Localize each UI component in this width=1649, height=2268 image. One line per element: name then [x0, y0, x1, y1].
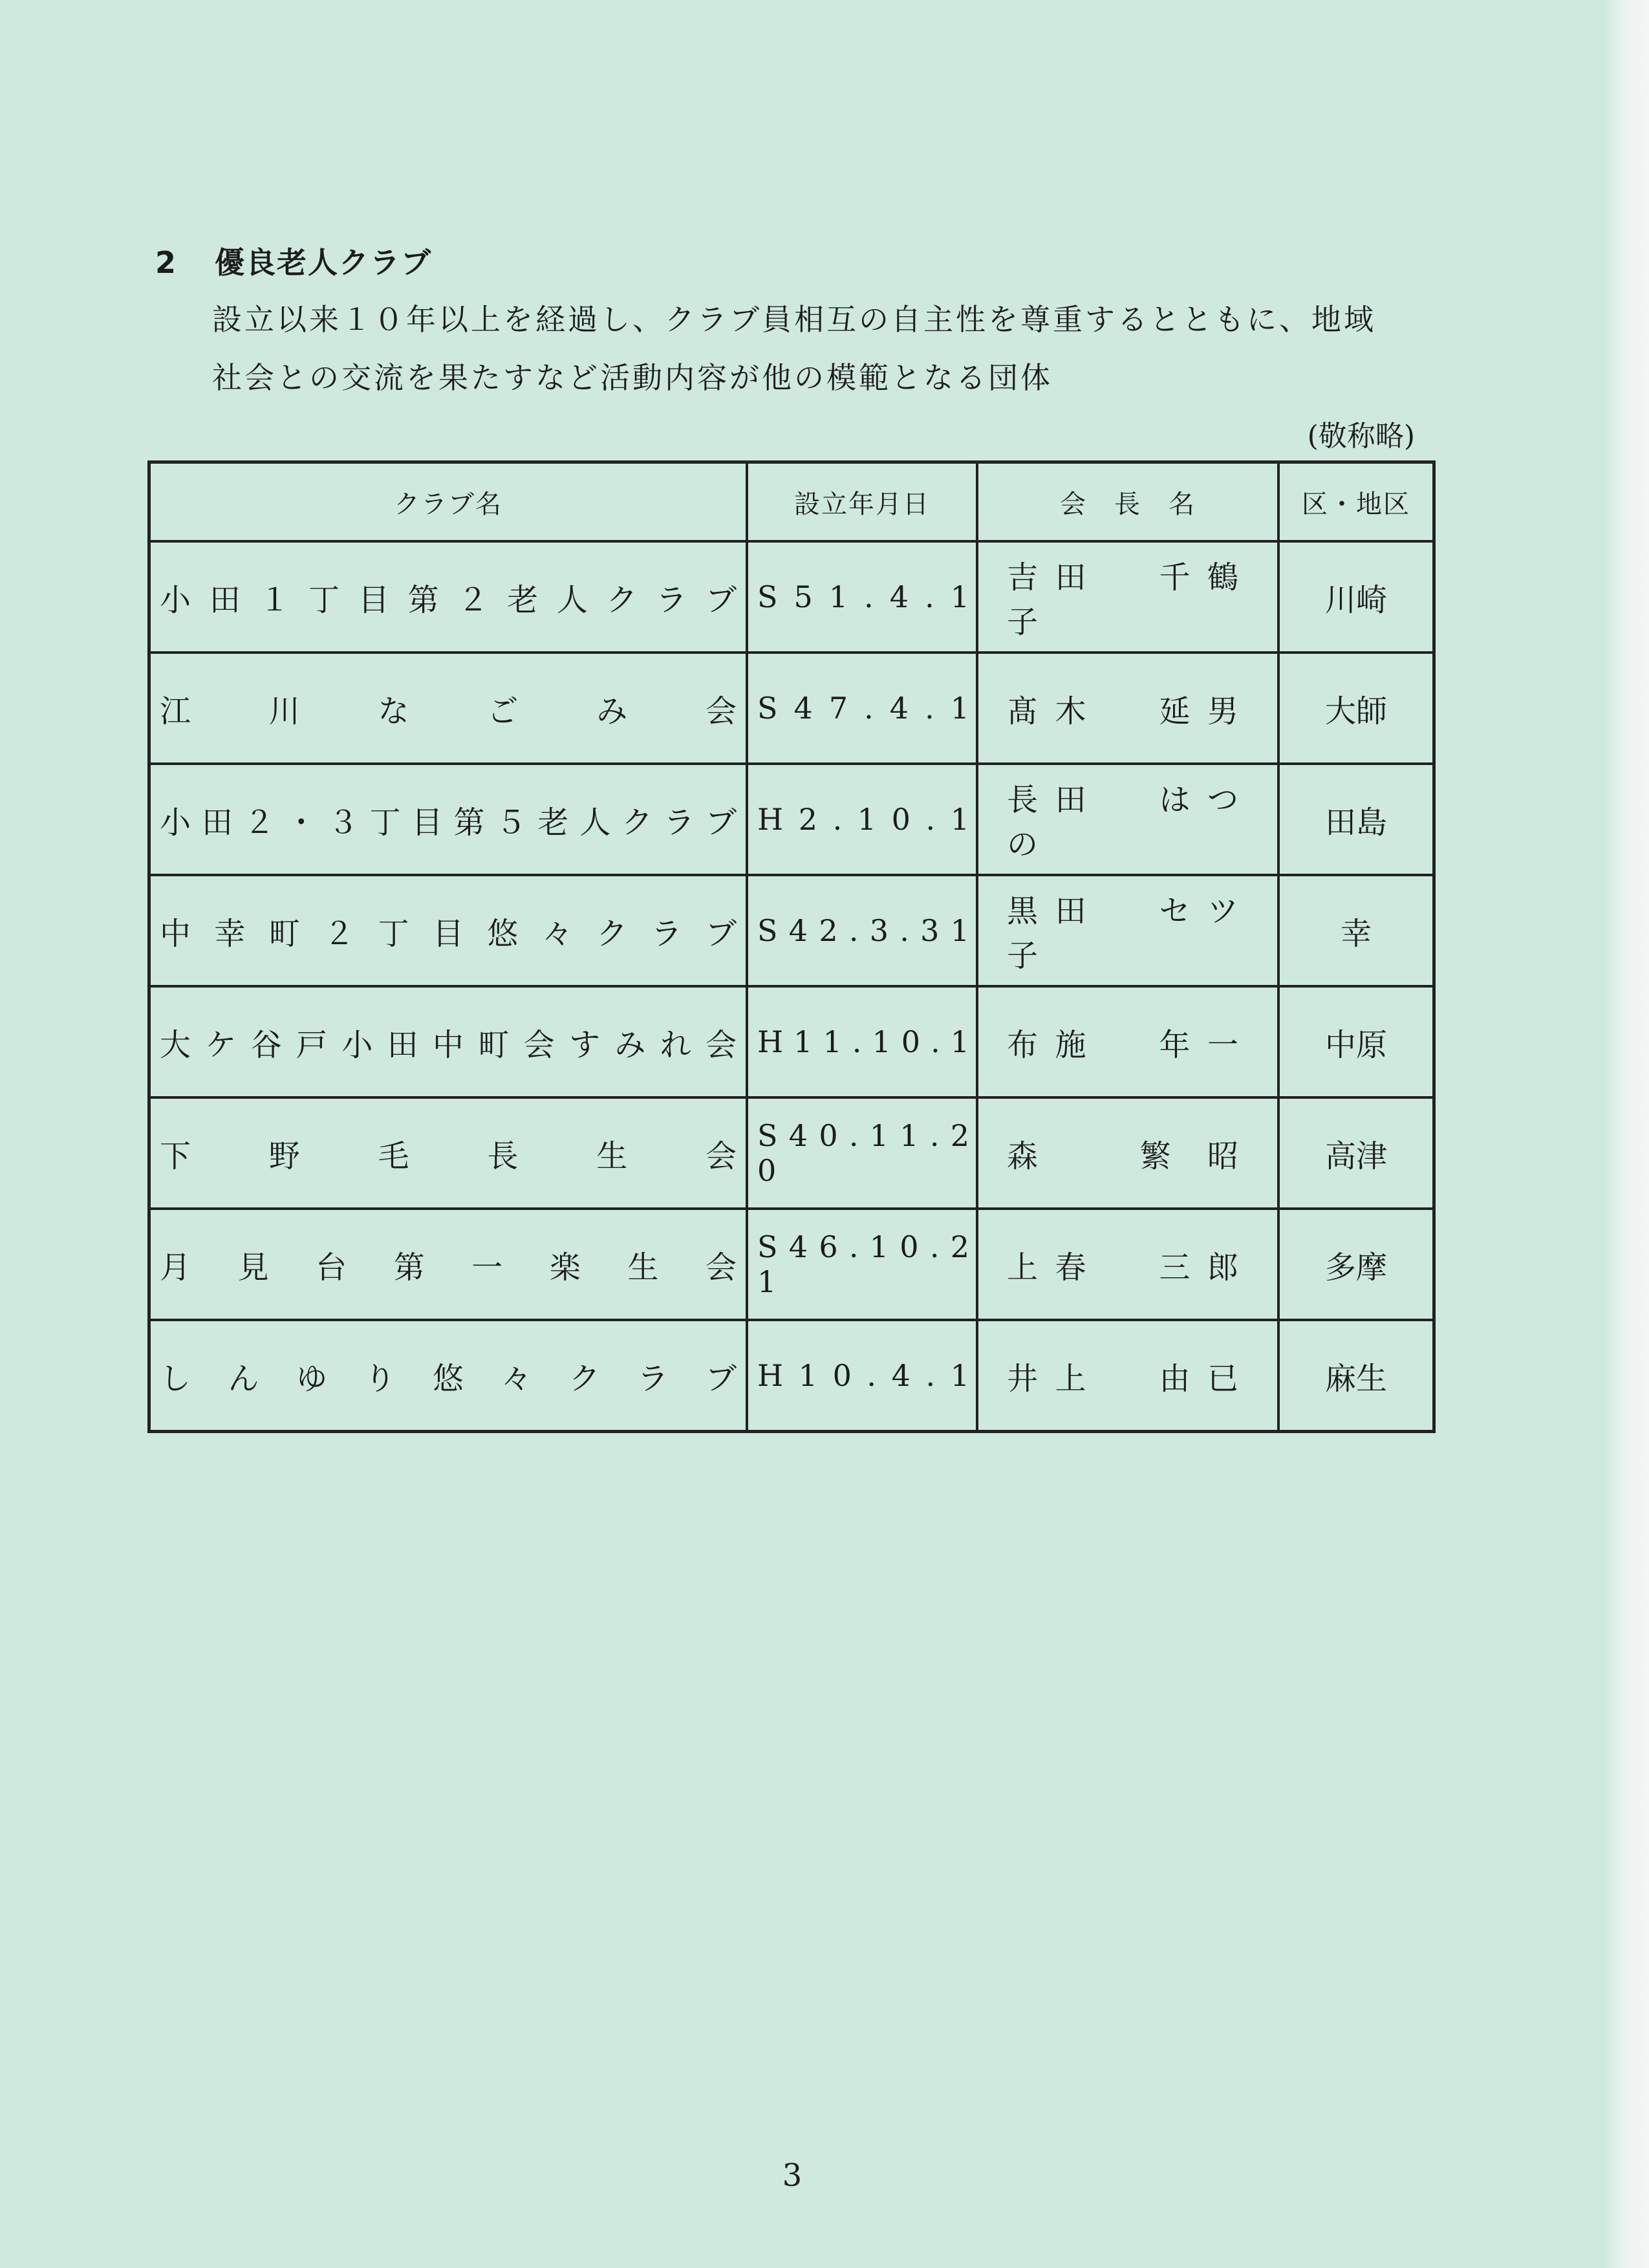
- table-row: [149, 986, 1434, 1097]
- founded-date-cell: [747, 1097, 977, 1209]
- president-name-text: 黒 田 セ ツ 子: [1007, 893, 1238, 974]
- president-name-text: 吉 田 千 鶴 子: [1007, 559, 1238, 640]
- club-name-cell: [149, 764, 748, 875]
- president-name-cell: [977, 653, 1278, 764]
- area-text: 田島: [1324, 804, 1387, 841]
- area-cell: [1278, 1320, 1434, 1432]
- founded-date-text: S 5 1 . 4 . 1: [757, 579, 969, 614]
- area-cell: [1278, 1097, 1434, 1209]
- president-name-cell: [977, 764, 1278, 875]
- area-text: 麻生: [1324, 1360, 1387, 1397]
- founded-date-cell: [747, 764, 977, 875]
- founded-date-cell: [747, 875, 977, 986]
- president-name-text: 井 上 由 已: [1007, 1360, 1238, 1397]
- area-cell: [1278, 764, 1434, 875]
- description-line-1: 設立以来１０年以上を経過し、クラブ員相互の自主性を尊重するとともに、地域: [212, 302, 1376, 337]
- section-title: 優良老人クラブ: [215, 245, 432, 280]
- president-name-cell: [977, 1097, 1278, 1209]
- section-number: 2: [155, 245, 178, 280]
- founded-date-cell: [747, 653, 977, 764]
- area-text: 幸: [1340, 915, 1372, 952]
- area-cell: [1278, 653, 1434, 764]
- president-name-text: 長 田 は つ の: [1007, 782, 1238, 863]
- honorific-note: (敬称略): [1307, 420, 1415, 453]
- club-name-text: し ん ゆ り 悠 々 ク ラ ブ: [160, 1360, 737, 1397]
- area-text: 大師: [1324, 693, 1387, 729]
- page-edge: [1604, 0, 1649, 2268]
- table-header-row: [149, 462, 1434, 542]
- founded-date-text: S 4 2 . 3 . 3 1: [757, 913, 969, 948]
- header-area: 区・地区: [1278, 462, 1434, 542]
- area-text: 中原: [1324, 1026, 1387, 1063]
- table-row: [149, 653, 1434, 764]
- president-name-cell: [977, 1320, 1278, 1432]
- president-name-cell: [977, 1209, 1278, 1320]
- header-president-name: 会 長 名: [977, 462, 1278, 542]
- club-name-text: 中 幸 町 ２ 丁 目 悠 々 ク ラ ブ: [160, 915, 737, 952]
- president-name-text: 髙 木 延 男: [1007, 693, 1238, 729]
- area-cell: [1278, 986, 1434, 1097]
- header-founded-date: 設立年月日: [747, 462, 977, 542]
- president-name-text: 森 繁 昭: [1007, 1138, 1238, 1174]
- club-name-cell: [149, 1209, 748, 1320]
- president-name-cell: [977, 986, 1278, 1097]
- founded-date-cell: [747, 1320, 977, 1432]
- club-name-cell: [149, 1097, 748, 1209]
- club-name-cell: [149, 875, 748, 986]
- table-row: [149, 1320, 1434, 1432]
- club-table: [147, 460, 1436, 1433]
- area-text: 多摩: [1324, 1249, 1387, 1286]
- founded-date-text: S 4 6 . 1 0 . 2 1: [757, 1229, 969, 1299]
- founded-date-text: H 1 1 . 1 0 . 1: [757, 1024, 969, 1059]
- club-name-cell: [149, 986, 748, 1097]
- page-number: 3: [782, 2157, 803, 2194]
- president-name-cell: [977, 875, 1278, 986]
- founded-date-cell: [747, 541, 977, 653]
- club-name-cell: [149, 1320, 748, 1432]
- description-line-2: 社会との交流を果たすなど活動内容が他の模範となる団体: [212, 360, 1053, 395]
- club-name-text: 月 見 台 第 一 楽 生 会: [160, 1249, 737, 1286]
- section-heading: [155, 239, 432, 282]
- founded-date-cell: [747, 1209, 977, 1320]
- founded-date-text: H 1 0 . 4 . 1: [757, 1358, 969, 1393]
- founded-date-text: S 4 7 . 4 . 1: [757, 691, 969, 726]
- header-club-name: クラブ名: [149, 462, 748, 542]
- area-cell: [1278, 1209, 1434, 1320]
- founded-date-text: S 4 0 . 1 1 . 2 0: [757, 1118, 969, 1188]
- president-name-text: 布 施 年 一: [1007, 1026, 1238, 1063]
- club-name-cell: [149, 653, 748, 764]
- president-name-text: 上 春 三 郎: [1007, 1249, 1238, 1286]
- club-name-text: 下 野 毛 長 生 会: [160, 1138, 737, 1174]
- area-cell: [1278, 541, 1434, 653]
- club-name-cell: [149, 541, 748, 653]
- table-row: [149, 1097, 1434, 1209]
- area-text: 川崎: [1324, 581, 1387, 618]
- table-row: [149, 764, 1434, 875]
- club-name-text: 小 田 ２ ・ ３ 丁 目 第 ５ 老 人 ク ラ ブ: [160, 804, 737, 841]
- president-name-cell: [977, 541, 1278, 653]
- table-row: [149, 1209, 1434, 1320]
- area-cell: [1278, 875, 1434, 986]
- founded-date-cell: [747, 986, 977, 1097]
- founded-date-text: H 2 . 1 0 . 1: [757, 802, 969, 837]
- club-name-text: 大 ケ 谷 戸 小 田 中 町 会 す み れ 会: [160, 1026, 737, 1063]
- table-row: [149, 875, 1434, 986]
- club-name-text: 江 川 な ご み 会: [160, 693, 737, 729]
- club-name-text: 小 田 １ 丁 目 第 ２ 老 人 ク ラ ブ: [160, 581, 737, 618]
- area-text: 高津: [1324, 1138, 1387, 1174]
- table-row: [149, 541, 1434, 653]
